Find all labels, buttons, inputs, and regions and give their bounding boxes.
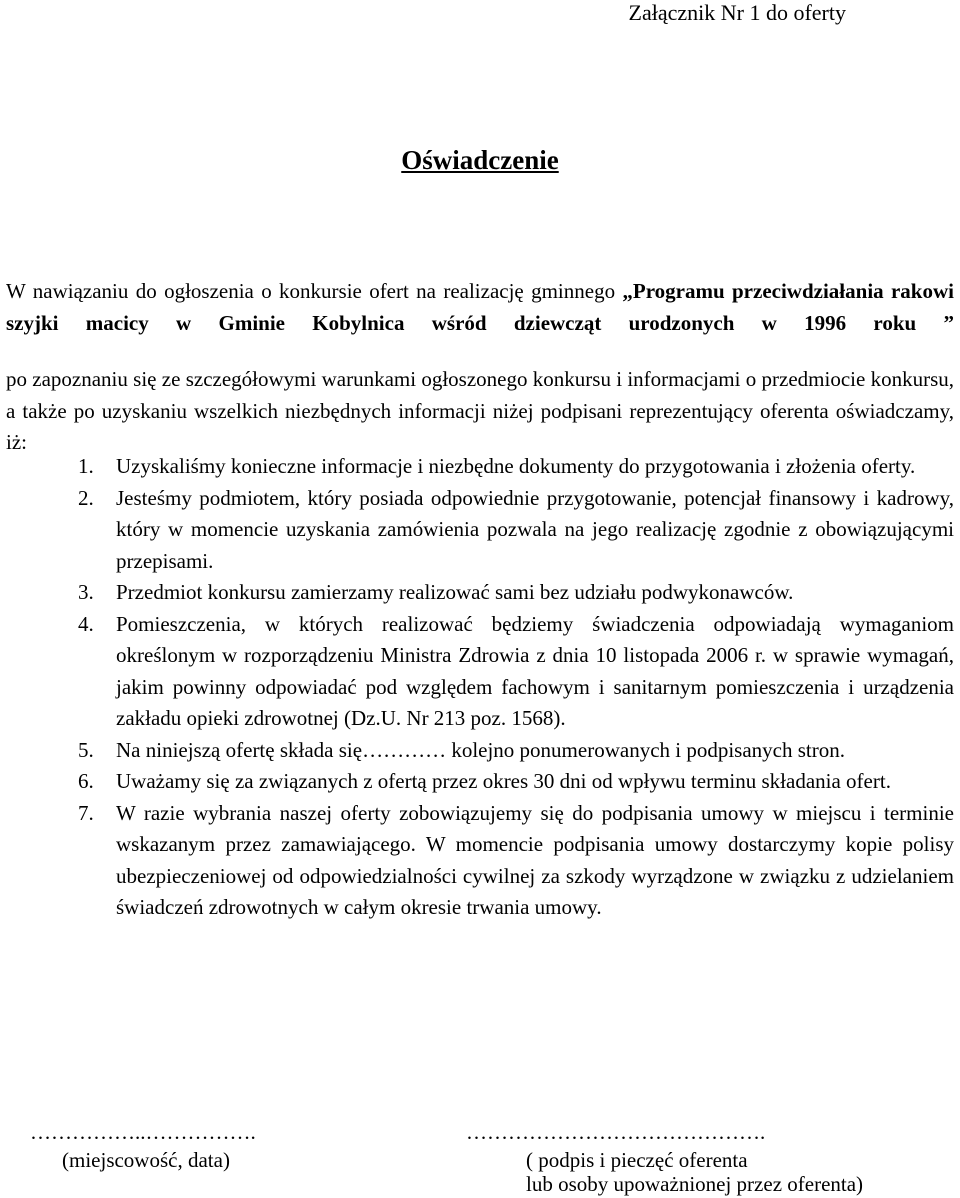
list-item [78, 766, 954, 798]
item-number: 4. [78, 611, 94, 636]
item-number: 1. [78, 454, 94, 478]
item-number: 2. [78, 485, 94, 510]
signature-caption-line-1: ( podpis i pieczęć oferenta [526, 1148, 748, 1172]
item-text: Uważamy się za związanych z ofertą przez okres 30 dni od wpływu terminu składania ofert. [116, 769, 891, 793]
item-number: 5. [78, 737, 94, 762]
item-text: W razie wybrania naszej oferty zobowiązujemy się do podpisania umowy w miejscu i terminie wskazanym przez zamawiającego. W momencie podpisania umowy dostarczymy kopie polisy ubezpieczeniowej od odpowiedzialności cywilnej za szkody wyrządzone w związku z udzielaniem świadczeń zdrowotnych w całym okresie trwania umowy. [116, 800, 954, 919]
list-item [78, 451, 954, 483]
item-text: Na niniejszą ofertę składa się………… kolejno ponumerowanych i podpisanych stron. [116, 737, 845, 762]
place-date-line: ……………..……………. [30, 1120, 256, 1144]
intro-statement: po zapoznaniu się ze szczegółowymi warunkami ogłoszonego konkursu i informacjami o przedmiocie konkursu, a także po uzyskaniu wszelkich niezbędnych informacji niżej podpisani reprezentujący oferenta oświadczamy, iż: [6, 367, 954, 454]
document-title: Oświadczenie [401, 145, 559, 175]
signature-caption [526, 1148, 863, 1196]
item-number: 3. [78, 580, 94, 604]
list-item [78, 735, 954, 767]
list-item [78, 577, 954, 609]
item-number: 7. [78, 800, 94, 825]
item-text: Pomieszczenia, w których realizować będziemy świadczenia odpowiadają wymaganiom określonym w rozporządzeniu Ministra Zdrowia z dnia 10 listopada 2006 r. w sprawie wymagań, jakim powinny odpowiadać pod względem fachowym i sanitarnym pomieszczenia i urządzenia zakładu opieki zdrowotnej (Dz.U. Nr 213 poz. 1568). [116, 611, 954, 730]
attachment-label: Załącznik Nr 1 do oferty [628, 0, 846, 25]
declaration-list [78, 451, 954, 924]
item-number: 6. [78, 769, 94, 793]
intro-lead: W nawiązaniu do ogłoszenia o konkursie ofert na realizację gminnego [6, 279, 623, 303]
intro-paragraph [6, 276, 954, 339]
item-text: Uzyskaliśmy konieczne informacje i niezbędne dokumenty do przygotowania i złożenia oferty. [116, 454, 916, 478]
signature-caption-line-2: lub osoby upoważnionej przez oferenta) [526, 1172, 864, 1196]
item-text: Przedmiot konkursu zamierzamy realizować sami bez udziału podwykonawców. [116, 580, 794, 604]
list-item [78, 609, 954, 735]
item-text: Jesteśmy podmiotem, który posiada odpowiednie przygotowanie, potencjał finansowy i kadrowy, który w momencie uzyskania zamówienia pozwala na jego realizację zgodnie z obowiązującymi przepisami. [116, 485, 954, 573]
list-item [78, 798, 954, 924]
program-name: „Programu przeciwdziałania rakowi szyjki macicy w Gminie Kobylnica wśród dziewcząt urodzonych w 1996 roku ” [6, 279, 954, 335]
place-date-caption: (miejscowość, data) [62, 1148, 230, 1172]
list-item [78, 483, 954, 578]
signature-line: ……………………………………. [466, 1120, 766, 1144]
